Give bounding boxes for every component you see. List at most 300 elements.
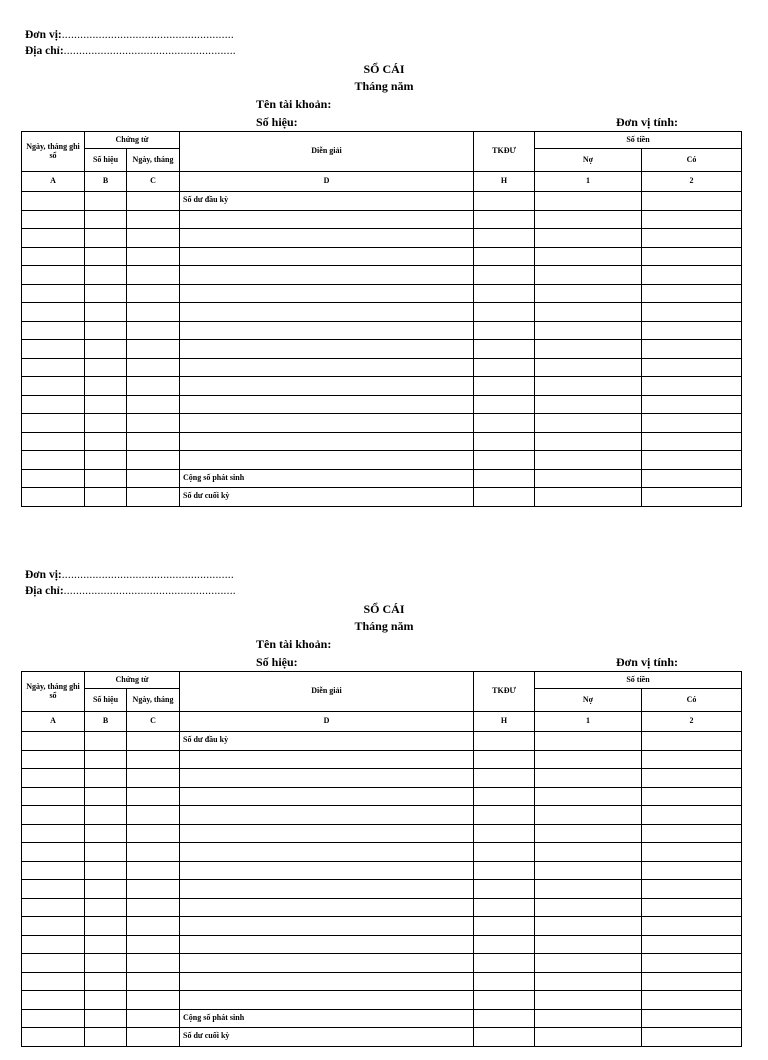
table-cell[interactable] [642,1009,742,1028]
table-cell[interactable] [642,284,742,303]
table-cell[interactable] [474,340,535,359]
table-cell[interactable] [85,432,127,451]
table-cell[interactable] [85,229,127,248]
table-cell[interactable] [127,898,180,917]
table-cell[interactable] [127,266,180,285]
table-cell[interactable] [474,469,535,488]
table-row [22,806,742,825]
table-cell[interactable] [474,395,535,414]
table-cell[interactable] [85,843,127,862]
table-cell[interactable] [180,843,474,862]
table-cell[interactable] [474,192,535,211]
table-cell[interactable] [127,824,180,843]
col-voucher-no-header: Số hiệu [85,149,127,172]
table-cell[interactable] [535,750,642,769]
col-contra-account-header: TKĐƯ [474,672,535,712]
table-cell[interactable] [22,247,85,266]
table-cell[interactable] [474,935,535,954]
col-voucher-date-header: Ngày, tháng [127,149,180,172]
col-contra-account-header: TKĐƯ [474,132,535,172]
table-cell[interactable] [85,321,127,340]
total-arising-label: Cộng số phát sinh [180,1009,474,1028]
table-cell[interactable] [535,732,642,751]
table-cell[interactable] [535,991,642,1010]
table-cell[interactable] [535,843,642,862]
col-description-header: Diễn giải [180,132,474,172]
col-debit-header: Nợ [535,689,642,712]
table-cell[interactable] [180,917,474,936]
table-cell[interactable] [642,843,742,862]
table-cell[interactable] [180,451,474,470]
table-cell[interactable] [85,414,127,433]
address-label: Địa chỉ: [25,45,64,57]
table-cell[interactable] [127,806,180,825]
table-cell[interactable] [22,358,85,377]
table-cell[interactable] [180,991,474,1010]
table-cell[interactable] [22,210,85,229]
table-cell[interactable] [85,880,127,899]
table-cell[interactable] [642,935,742,954]
table-cell[interactable] [535,972,642,991]
table-cell[interactable] [474,1009,535,1028]
table-cell[interactable] [127,229,180,248]
table-cell[interactable] [127,377,180,396]
ledger-period: Tháng năm [354,619,414,633]
col-date-recorded-header: Ngày, tháng ghi sổ [22,672,85,712]
table-cell[interactable] [127,358,180,377]
table-cell[interactable] [642,432,742,451]
table-cell[interactable] [85,972,127,991]
table-cell[interactable] [535,935,642,954]
table-cell[interactable] [642,469,742,488]
table-cell[interactable] [535,898,642,917]
col-description-header: Diễn giải [180,672,474,712]
table-cell[interactable] [85,824,127,843]
closing-balance-label: Số dư cuối kỳ [180,488,474,507]
table-cell[interactable] [85,991,127,1010]
table-cell[interactable] [535,303,642,322]
table-cell[interactable] [127,954,180,973]
opening-balance-row [22,732,742,751]
table-cell[interactable] [535,229,642,248]
table-cell[interactable] [127,284,180,303]
col-amount-header: Số tiền [535,672,742,689]
table-cell[interactable] [85,935,127,954]
table-row [22,750,742,769]
table-cell[interactable] [22,843,85,862]
table-cell[interactable] [642,266,742,285]
table-cell[interactable] [474,414,535,433]
table-cell[interactable] [642,247,742,266]
table-cell[interactable] [180,787,474,806]
table-cell[interactable] [642,972,742,991]
table-cell[interactable] [474,247,535,266]
table-cell[interactable] [180,935,474,954]
col-voucher-header: Chứng từ [85,132,180,149]
table-cell[interactable] [127,787,180,806]
table-cell[interactable] [474,210,535,229]
table-cell[interactable] [127,321,180,340]
table-cell[interactable] [127,395,180,414]
table-cell[interactable] [535,247,642,266]
table-row [22,787,742,806]
unit-label: Đơn vị: [25,569,62,581]
table-cell[interactable] [474,898,535,917]
table-cell[interactable] [22,954,85,973]
table-cell[interactable] [180,340,474,359]
table-cell[interactable] [85,954,127,973]
table-cell[interactable] [474,917,535,936]
table-cell[interactable] [642,303,742,322]
table-cell[interactable] [474,806,535,825]
table-cell[interactable] [22,991,85,1010]
table-cell[interactable] [535,880,642,899]
table-cell[interactable] [127,769,180,788]
table-cell[interactable] [22,395,85,414]
table-cell[interactable] [22,488,85,507]
column-code: 1 [535,712,642,732]
table-cell[interactable] [85,247,127,266]
table-cell[interactable] [85,861,127,880]
table-cell[interactable] [535,377,642,396]
table-cell[interactable] [180,750,474,769]
table-cell[interactable] [474,488,535,507]
table-cell[interactable] [22,229,85,248]
table-cell[interactable] [642,991,742,1010]
table-cell[interactable] [85,806,127,825]
table-cell[interactable] [180,321,474,340]
ledger-title: SỔ CÁI [363,62,405,76]
table-row [22,824,742,843]
table-row [22,972,742,991]
table-cell[interactable] [474,843,535,862]
table-cell[interactable] [85,469,127,488]
table-cell[interactable] [535,1028,642,1047]
table-cell[interactable] [180,769,474,788]
column-code: A [22,172,85,192]
table-cell[interactable] [474,880,535,899]
address-line [25,586,236,598]
table-cell[interactable] [85,1028,127,1047]
table-cell[interactable] [642,229,742,248]
table-cell[interactable] [642,358,742,377]
table-cell[interactable] [127,1028,180,1047]
table-cell[interactable] [180,861,474,880]
table-cell[interactable] [22,880,85,899]
table-cell[interactable] [22,898,85,917]
table-cell[interactable] [180,898,474,917]
table-cell[interactable] [22,769,85,788]
table-cell[interactable] [22,972,85,991]
table-row [22,880,742,899]
table-cell[interactable] [22,266,85,285]
table-cell[interactable] [22,917,85,936]
table-cell[interactable] [474,451,535,470]
table-cell[interactable] [642,395,742,414]
table-row [22,432,742,451]
col-amount-header: Số tiền [535,132,742,149]
table-cell[interactable] [642,488,742,507]
column-code-row [22,712,742,732]
table-row [22,861,742,880]
account-number-label: Số hiệu: [256,115,298,129]
table-cell[interactable] [180,358,474,377]
table-cell[interactable] [642,1028,742,1047]
table-cell[interactable] [85,210,127,229]
table-cell[interactable] [127,972,180,991]
table-cell[interactable] [535,395,642,414]
table-cell[interactable] [22,806,85,825]
table-row [22,935,742,954]
table-cell[interactable] [474,861,535,880]
total-arising-row [22,469,742,488]
table-cell[interactable] [22,935,85,954]
opening-balance-label: Số dư đầu kỳ [180,192,474,211]
table-row [22,247,742,266]
table-cell[interactable] [474,229,535,248]
table-cell[interactable] [535,451,642,470]
table-cell[interactable] [642,192,742,211]
column-code: H [474,712,535,732]
table-cell[interactable] [642,824,742,843]
table-cell[interactable] [127,432,180,451]
table-cell[interactable] [127,732,180,751]
table-cell[interactable] [85,917,127,936]
table-cell[interactable] [535,769,642,788]
table-cell[interactable] [85,787,127,806]
table-row [22,414,742,433]
table-cell[interactable] [180,972,474,991]
table-cell[interactable] [85,340,127,359]
table-cell[interactable] [127,247,180,266]
table-cell[interactable] [535,210,642,229]
table-cell[interactable] [535,787,642,806]
table-cell[interactable] [642,954,742,973]
table-cell[interactable] [535,1009,642,1028]
table-cell[interactable] [127,303,180,322]
table-cell[interactable] [85,488,127,507]
table-cell[interactable] [85,395,127,414]
column-code: C [127,172,180,192]
table-row [22,451,742,470]
table-cell[interactable] [535,321,642,340]
table-cell[interactable] [22,284,85,303]
table-cell[interactable] [85,192,127,211]
table-cell[interactable] [474,732,535,751]
table-cell[interactable] [22,414,85,433]
table-cell[interactable] [642,377,742,396]
table-cell[interactable] [535,266,642,285]
table-row [22,377,742,396]
table-cell[interactable] [642,750,742,769]
table-cell[interactable] [642,451,742,470]
column-code: 2 [642,172,742,192]
table-cell[interactable] [22,1028,85,1047]
table-cell[interactable] [127,210,180,229]
table-cell[interactable] [85,769,127,788]
table-cell[interactable] [180,395,474,414]
table-cell[interactable] [127,750,180,769]
table-cell[interactable] [85,284,127,303]
table-cell[interactable] [127,991,180,1010]
total-arising-row [22,1009,742,1028]
table-cell[interactable] [642,340,742,359]
table-cell[interactable] [22,377,85,396]
table-cell[interactable] [22,732,85,751]
table-cell[interactable] [474,824,535,843]
table-cell[interactable] [474,432,535,451]
table-cell[interactable] [22,451,85,470]
table-cell[interactable] [642,806,742,825]
table-cell[interactable] [180,954,474,973]
table-cell[interactable] [535,861,642,880]
table-cell[interactable] [127,192,180,211]
table-cell[interactable] [85,451,127,470]
table-cell[interactable] [22,1009,85,1028]
table-cell[interactable] [180,210,474,229]
table-cell[interactable] [85,750,127,769]
column-code: D [180,172,474,192]
table-cell[interactable] [535,340,642,359]
table-cell[interactable] [535,284,642,303]
ledger-table [21,671,742,1047]
address-line [25,46,236,58]
table-cell[interactable] [85,898,127,917]
table-cell[interactable] [642,321,742,340]
table-cell[interactable] [22,861,85,880]
table-cell[interactable] [642,769,742,788]
table-cell[interactable] [127,880,180,899]
table-cell[interactable] [642,880,742,899]
table-cell[interactable] [127,935,180,954]
currency-unit-label: Đơn vị tính: [616,115,678,129]
table-row [22,954,742,973]
table-cell[interactable] [642,210,742,229]
table-cell[interactable] [127,488,180,507]
table-cell[interactable] [127,451,180,470]
unit-dots: ........................................................ [61,569,234,581]
table-cell[interactable] [127,469,180,488]
table-cell[interactable] [474,787,535,806]
table-cell[interactable] [180,806,474,825]
table-cell[interactable] [474,303,535,322]
entry-rows [22,750,742,1009]
table-cell[interactable] [474,266,535,285]
column-code: D [180,712,474,732]
table-cell[interactable] [535,192,642,211]
table-cell[interactable] [127,1009,180,1028]
table-row [22,769,742,788]
table-cell[interactable] [22,303,85,322]
table-row [22,210,742,229]
table-cell[interactable] [85,266,127,285]
table-cell[interactable] [535,488,642,507]
table-cell[interactable] [22,192,85,211]
table-cell[interactable] [474,1028,535,1047]
table-cell[interactable] [180,824,474,843]
col-credit-header: Có [642,149,742,172]
table-cell[interactable] [535,806,642,825]
table-cell[interactable] [474,321,535,340]
address-dots: ........................................................ [63,45,236,57]
unit-label: Đơn vị: [25,29,62,41]
table-cell[interactable] [474,769,535,788]
table-cell[interactable] [180,303,474,322]
table-cell[interactable] [474,377,535,396]
table-cell[interactable] [127,414,180,433]
table-cell[interactable] [474,954,535,973]
table-cell[interactable] [85,1009,127,1028]
table-cell[interactable] [474,991,535,1010]
address-dots: ........................................................ [63,585,236,597]
table-cell[interactable] [535,917,642,936]
table-cell[interactable] [85,732,127,751]
opening-balance-label: Số dư đầu kỳ [180,732,474,751]
table-cell[interactable] [127,340,180,359]
table-row [22,303,742,322]
table-cell[interactable] [85,303,127,322]
table-cell[interactable] [85,358,127,377]
table-cell[interactable] [180,266,474,285]
table-cell[interactable] [22,824,85,843]
table-cell[interactable] [535,432,642,451]
table-cell[interactable] [535,954,642,973]
table-cell[interactable] [180,229,474,248]
table-cell[interactable] [22,787,85,806]
table-cell[interactable] [22,469,85,488]
table-cell[interactable] [180,284,474,303]
table-cell[interactable] [22,432,85,451]
table-cell[interactable] [642,917,742,936]
column-code: 1 [535,172,642,192]
table-cell[interactable] [474,750,535,769]
table-cell[interactable] [642,732,742,751]
table-cell[interactable] [642,861,742,880]
currency-unit-label: Đơn vị tính: [616,655,678,669]
table-cell[interactable] [180,432,474,451]
table-cell[interactable] [22,750,85,769]
table-row [22,229,742,248]
table-cell[interactable] [474,358,535,377]
column-code: C [127,712,180,732]
ledger-title: SỔ CÁI [363,602,405,616]
table-cell[interactable] [85,377,127,396]
table-cell[interactable] [180,247,474,266]
table-cell[interactable] [127,917,180,936]
account-name-label: Tên tài khoản: [256,637,332,651]
column-code-row [22,172,742,192]
table-cell[interactable] [180,414,474,433]
table-cell[interactable] [642,414,742,433]
table-cell[interactable] [180,377,474,396]
table-cell[interactable] [127,843,180,862]
table-cell[interactable] [535,824,642,843]
table-cell[interactable] [22,321,85,340]
table-cell[interactable] [22,340,85,359]
table-cell[interactable] [535,414,642,433]
table-cell[interactable] [535,358,642,377]
col-credit-header: Có [642,689,742,712]
table-cell[interactable] [127,861,180,880]
table-cell[interactable] [642,787,742,806]
table-cell[interactable] [642,898,742,917]
col-debit-header: Nợ [535,149,642,172]
table-cell[interactable] [535,469,642,488]
table-cell[interactable] [180,880,474,899]
table-cell[interactable] [474,284,535,303]
table-cell[interactable] [474,972,535,991]
col-date-recorded-header: Ngày, tháng ghi sổ [22,132,85,172]
